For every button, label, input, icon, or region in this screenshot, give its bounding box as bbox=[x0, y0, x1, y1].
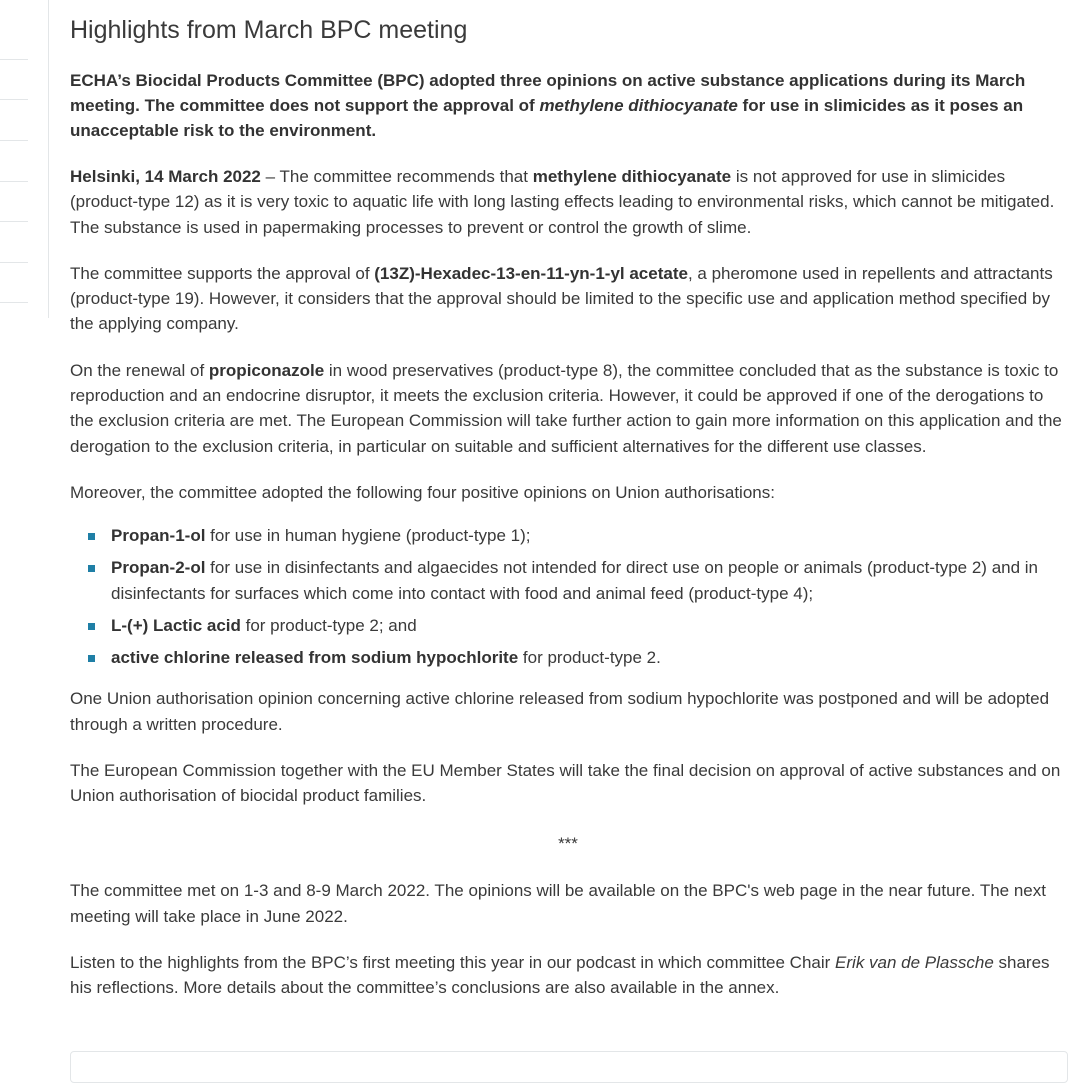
list-item bbox=[70, 613, 1066, 639]
paragraph-text: Listen to the highlights from the BPC’s first meeting this year in our podcast in which committee Chair bbox=[70, 953, 836, 973]
news-article bbox=[70, 0, 1066, 1001]
list-item bbox=[70, 555, 1066, 607]
list-item-text: for use in human hygiene (product-type 1); bbox=[205, 526, 531, 546]
list-item bbox=[70, 523, 1066, 549]
list-item bbox=[70, 645, 1066, 671]
substance-name: Propan-2-ol bbox=[111, 558, 206, 578]
dateline: Helsinki, 14 March 2022 bbox=[70, 167, 261, 186]
paragraph-union-authorisations: Moreover, the committee adopted the following four positive opinions on Union authorisations: bbox=[70, 482, 775, 502]
chair-name: Erik van de Plassche bbox=[835, 953, 994, 973]
paragraph-text: On the renewal of bbox=[70, 360, 209, 380]
nav-divider[interactable] bbox=[0, 302, 28, 303]
paragraph-text: in wood preservatives (product-type 8), the committee concluded that as the substance is toxic to reproduction and an endocrine disruptor, it meets the exclusion criteria. However, it could be approved if one of the derogations to the exclusion criteria are met. The European Commission will take further action to gain more information on this application and the derogation to the exclusion criteria, in particular on suitable and sufficient alternatives for the different use classes. bbox=[70, 360, 1062, 456]
paragraph-text: The committee supports the approval of bbox=[70, 263, 375, 283]
paragraph-methylene bbox=[70, 164, 1066, 240]
substance-name: active chlorine released from sodium hypochlorite bbox=[111, 648, 519, 668]
nav-divider[interactable] bbox=[0, 262, 28, 263]
authorisation-list bbox=[70, 523, 1066, 671]
lead-text: ECHA’s Biocidal Products Committee (BPC) adopted three opinions on active substance applications during its March meeting. The committee does not support the approval of bbox=[70, 71, 1026, 115]
paragraph-text: , a pheromone used in repellents and attractants (product-type 19). However, it considers that the approval should be limited to the specific use and application method specified by the applying company. bbox=[70, 263, 1053, 334]
nav-divider[interactable] bbox=[0, 181, 28, 182]
paragraph-pheromone bbox=[70, 261, 1066, 337]
nav-divider[interactable] bbox=[0, 59, 28, 60]
lead-text: for use in slimicides as it poses an unacceptable risk to the environment. bbox=[70, 96, 1024, 140]
list-item-text: for product-type 2; and bbox=[240, 616, 417, 636]
paragraph-meeting-dates: The committee met on 1-3 and 8-9 March 2022. The opinions will be available on the BPC's web page in the near future. The next meeting will take place in June 2022. bbox=[70, 881, 1046, 926]
left-navigation-rail bbox=[0, 0, 49, 318]
section-separator: *** bbox=[558, 834, 578, 854]
bullet-square-icon bbox=[88, 655, 95, 662]
page-title: Highlights from March BPC meeting bbox=[70, 16, 468, 44]
substance-name: L-(+) Lactic acid bbox=[111, 616, 241, 636]
nav-divider[interactable] bbox=[0, 99, 28, 100]
substance-name: (13Z)-Hexadec-13-en-11-yn-1-yl acetate bbox=[374, 263, 688, 283]
lead-italic: methylene dithiocyanate bbox=[539, 96, 738, 115]
substance-name: methylene dithiocyanate bbox=[532, 167, 732, 186]
list-item-text: for use in disinfectants and algaecides not intended for direct use on people or animals (product-type 2) and in disinfectants for surfaces which come into contact with food and animal feed (product-type 4); bbox=[111, 558, 1039, 604]
list-item-text: for product-type 2. bbox=[518, 648, 661, 668]
bullet-square-icon bbox=[88, 533, 95, 540]
article-lead bbox=[70, 68, 1066, 143]
bullet-square-icon bbox=[88, 565, 95, 572]
paragraph-text: is not approved for use in slimicides (product-type 12) as it is very toxic to aquatic life with long lasting effects leading to environmental risks, which cannot be mitigated. The substance is used in papermaking processes to prevent or control the growth of slime. bbox=[70, 167, 1055, 237]
nav-divider[interactable] bbox=[0, 140, 28, 141]
paragraph-podcast bbox=[70, 950, 1066, 1001]
paragraph-text: shares his reflections. More details about the committee’s conclusions are also available in the annex. bbox=[70, 953, 1050, 998]
substance-name: propiconazole bbox=[208, 360, 325, 380]
paragraph-final-decision: The European Commission together with the EU Member States will take the final decision on approval of active substances and on Union authorisation of biocidal product families. bbox=[70, 760, 1061, 806]
nav-divider[interactable] bbox=[0, 221, 28, 222]
annex-box bbox=[70, 1051, 1068, 1083]
paragraph-postponed: One Union authorisation opinion concerning active chlorine released from sodium hypochlorite was postponed and will be adopted through a written procedure. bbox=[70, 689, 1050, 734]
paragraph-propiconazole bbox=[70, 358, 1066, 459]
paragraph-text: – The committee recommends that bbox=[260, 167, 533, 186]
substance-name: Propan-1-ol bbox=[111, 526, 206, 546]
bullet-square-icon bbox=[88, 623, 95, 630]
